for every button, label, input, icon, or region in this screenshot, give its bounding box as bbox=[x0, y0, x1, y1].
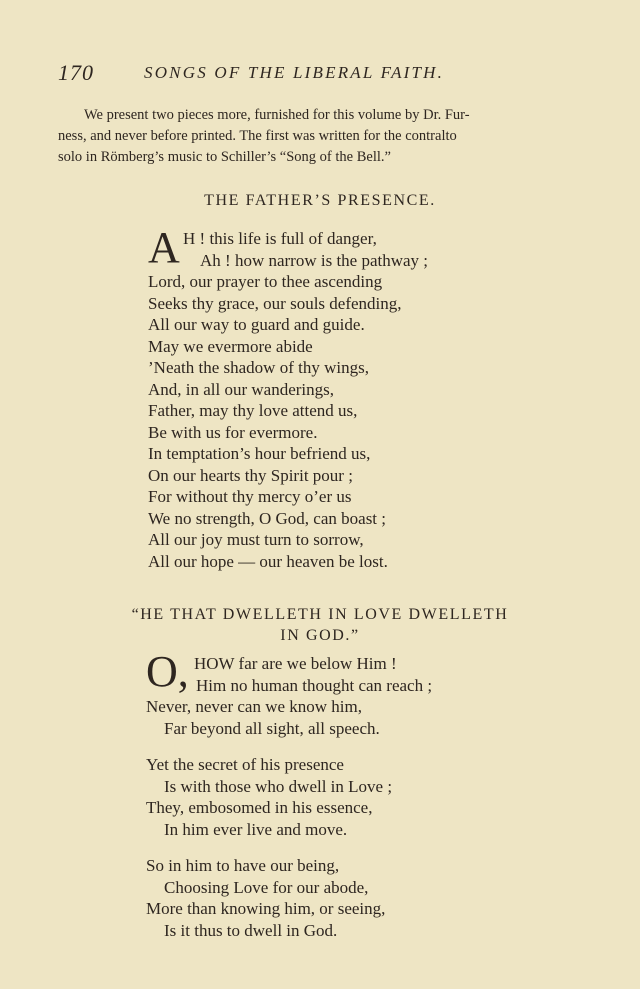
intro-line: solo in Römberg’s music to Schiller’s “Song of the Bell.” bbox=[58, 149, 391, 165]
poem-line: Ah ! how narrow is the pathway ; bbox=[200, 250, 429, 270]
poem-dwelleth-in-love bbox=[146, 653, 432, 956]
poem-fathers-presence bbox=[148, 223, 429, 572]
poem-line: In temptation’s hour befriend us, bbox=[148, 444, 371, 463]
poem-title-line: “HE THAT DWELLETH IN LOVE DWELLETH bbox=[131, 606, 509, 623]
poem-line: Him no human thought can reach ; bbox=[196, 675, 433, 695]
poem-line: H ! this life is full of danger, bbox=[183, 229, 377, 248]
drop-cap-a: A bbox=[148, 223, 180, 272]
poem-line: Father, may thy love attend us, bbox=[148, 401, 358, 420]
poem-line: Far beyond all sight, all speech. bbox=[164, 718, 380, 738]
drop-cap-o: O, bbox=[146, 647, 189, 696]
poem-line: All our joy must turn to sorrow, bbox=[148, 530, 364, 549]
poem-line: HOW far are we below Him ! bbox=[194, 654, 397, 673]
poem-line: All our hope — our heaven be lost. bbox=[148, 551, 388, 571]
intro-line: We present two pieces more, furnished for this volume by Dr. Fur- bbox=[84, 107, 470, 123]
poem-line: Lord, our prayer to thee ascending bbox=[148, 272, 383, 291]
running-title: SONGS OF THE LIBERAL FAITH. bbox=[144, 63, 445, 82]
poem-line: Is with those who dwell in Love ; bbox=[164, 776, 393, 796]
poem-line: Is it thus to dwell in God. bbox=[164, 920, 338, 940]
poem-line: Yet the secret of his presence bbox=[146, 755, 344, 774]
page-header bbox=[58, 60, 598, 88]
poem-line: They, embosomed in his essence, bbox=[146, 798, 373, 817]
poem-title-line: IN GOD.” bbox=[280, 627, 360, 644]
stanza bbox=[146, 754, 432, 840]
poem-title-dwelleth-in-love bbox=[0, 604, 640, 646]
poem-line: More than knowing him, or seeing, bbox=[146, 899, 386, 918]
intro-paragraph bbox=[58, 105, 558, 168]
stanza bbox=[146, 653, 432, 739]
poem-title-fathers-presence: THE FATHER’S PRESENCE. bbox=[204, 192, 436, 209]
poem-line: All our way to guard and guide. bbox=[148, 315, 365, 334]
poem-line: Never, never can we know him, bbox=[146, 697, 362, 716]
poem-line: We no strength, O God, can boast ; bbox=[148, 508, 386, 528]
poem-line: And, in all our wanderings, bbox=[148, 379, 335, 399]
intro-line: ness, and never before printed. The first was written for the contralto bbox=[58, 128, 457, 144]
page-number: 170 bbox=[58, 60, 94, 85]
poem-line: May we evermore abide bbox=[148, 336, 313, 356]
poem-line: ’Neath the shadow of thy wings, bbox=[148, 358, 369, 377]
poem-line: Seeks thy grace, our souls defending, bbox=[148, 293, 402, 313]
poem-line: Choosing Love for our abode, bbox=[164, 877, 369, 897]
poem-line: So in him to have our being, bbox=[146, 856, 340, 875]
poem-line: On our hearts thy Spirit pour ; bbox=[148, 465, 353, 485]
poem-line: For without thy mercy o’er us bbox=[148, 487, 352, 506]
poem-line: Be with us for evermore. bbox=[148, 422, 318, 442]
poem-line: In him ever live and move. bbox=[164, 819, 348, 839]
stanza bbox=[146, 855, 432, 941]
